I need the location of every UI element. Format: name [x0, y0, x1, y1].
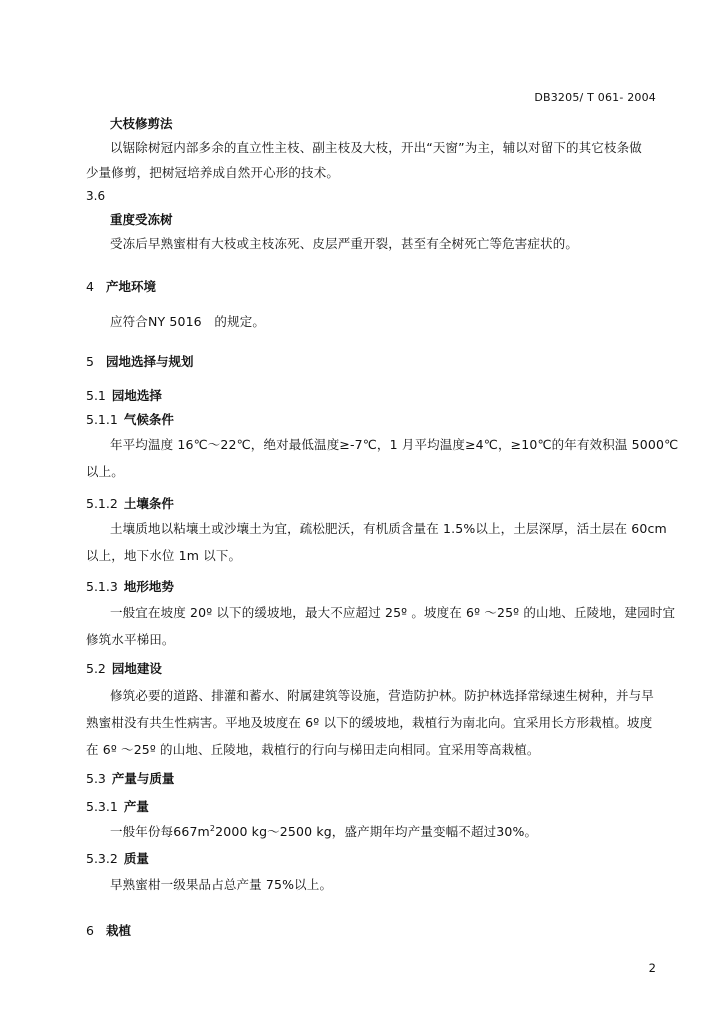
subsection-title: 气候条件 [123, 412, 174, 427]
subsection-number: 5.3.1 [86, 799, 118, 814]
term-definition-line: 以锯除树冠内部多余的直立性主枝、副主枝及大枝，开出“天窗”为主，辅以对留下的其它枝条做 [110, 140, 642, 155]
paragraph-line: 一般宜在坡度 20º 以下的缓坡地，最大不应超过 25º 。坡度在 6º ～25º 的山地、丘陵地，建园时宜 [110, 605, 676, 620]
paragraph-line [110, 822, 537, 840]
standard-number: DB3205/ T 061- 2004 [534, 91, 656, 104]
subsection-heading-5-1-2 [86, 494, 174, 512]
subsection-heading-5-1-3 [86, 577, 174, 595]
section-number: 6 [86, 923, 94, 938]
section-heading-6 [86, 921, 131, 939]
yield-text-suffix: 2000 kg～2500 kg，盛产期年均产量变幅不超过30%。 [215, 824, 538, 839]
subsection-number: 5.3.2 [86, 851, 118, 866]
paragraph-line: 修筑水平梯田。 [86, 632, 175, 647]
subsection-heading-5-2 [86, 659, 162, 677]
subsection-title: 产量 [123, 799, 149, 814]
section-heading-4 [86, 277, 156, 295]
yield-text-prefix: 一般年份每667m [110, 824, 210, 839]
subsection-title: 土壤条件 [123, 496, 174, 511]
paragraph-line: 早熟蜜柑一级果品占总产量 75%以上。 [110, 877, 333, 892]
subsection-number: 5.3 [86, 771, 106, 786]
subsection-title: 地形地势 [123, 579, 174, 594]
term-title-severe-frozen-tree: 重度受冻树 [110, 212, 173, 227]
subsection-heading-5-1-1 [86, 410, 174, 428]
subsection-title: 园地建设 [111, 661, 162, 676]
subsection-number: 5.2 [86, 661, 106, 676]
section-title: 栽植 [106, 923, 132, 938]
section-title: 园地选择与规划 [106, 354, 194, 369]
paragraph-line: 在 6º ～25º 的山地、丘陵地，栽植行的行向与梯田走向相同。宜采用等高栽植。 [86, 742, 540, 757]
paragraph-line: 年平均温度 16℃～22℃，绝对最低温度≥-7℃，1 月平均温度≥4℃，≥10℃的年有效积温 5000℃ [110, 437, 679, 452]
page-number: 2 [648, 961, 656, 975]
subsection-number: 5.1.2 [86, 496, 118, 511]
subsection-title: 质量 [123, 851, 149, 866]
subsection-heading-5-3 [86, 769, 174, 787]
subsection-title: 园地选择 [111, 388, 162, 403]
square-superscript: 2 [209, 823, 216, 833]
term-definition-line: 受冻后早熟蜜柑有大枝或主枝冻死、皮层严重开裂，甚至有全树死亡等危害症状的。 [110, 236, 579, 251]
subsection-heading-5-3-1 [86, 797, 149, 815]
paragraph-line: 修筑必要的道路、排灌和蓄水、附属建筑等设施，营造防护林。防护林选择常绿速生树种，并与早 [110, 688, 654, 703]
section-heading-5 [86, 352, 194, 370]
paragraph-line: 应符合NY 5016 的规定。 [110, 314, 266, 329]
term-title-large-branch-pruning: 大枝修剪法 [110, 116, 173, 131]
section-title: 产地环境 [106, 279, 157, 294]
subsection-number: 5.1.3 [86, 579, 118, 594]
paragraph-line: 以上，地下水位 1m 以下。 [86, 548, 242, 563]
paragraph-line: 土壤质地以粘壤土或沙壤土为宜，疏松肥沃，有机质含量在 1.5%以上，土层深厚，活土层在 60cm [110, 521, 667, 536]
term-number: 3.6 [86, 189, 106, 203]
term-definition-line: 少量修剪，把树冠培养成自然开心形的技术。 [86, 165, 340, 180]
subsection-number: 5.1 [86, 388, 106, 403]
subsection-title: 产量与质量 [111, 771, 175, 786]
section-number: 5 [86, 354, 94, 369]
paragraph-line: 以上。 [86, 464, 124, 479]
section-number: 4 [86, 279, 94, 294]
subsection-heading-5-1 [86, 386, 162, 404]
paragraph-line: 熟蜜柑没有共生性病害。平地及坡度在 6º 以下的缓坡地，栽植行为南北向。宜采用长方形栽植。坡度 [86, 715, 653, 730]
subsection-number: 5.1.1 [86, 412, 118, 427]
subsection-heading-5-3-2 [86, 849, 149, 867]
